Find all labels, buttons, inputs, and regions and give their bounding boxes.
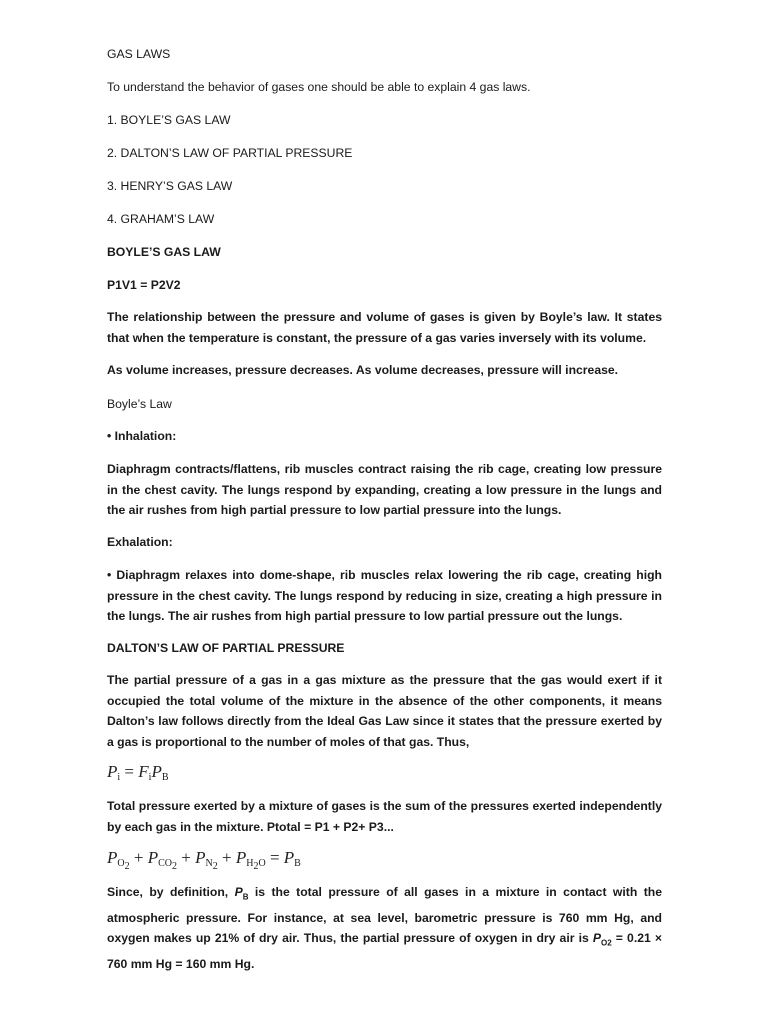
- inhalation-label: • Inhalation:: [107, 429, 177, 443]
- exhalation-label: Exhalation:: [107, 535, 173, 549]
- dalton-paragraph: The partial pressure of a gas in a gas mixture as the pressure that the gas would exert if it occupied the total volume of the mixture in the absence of the other components, it means Dalton’s law follows directly from the Ideal Gas Law since it states that the pressure exerted by a gas is proportional to the number of moles of that gas. Thus,: [107, 673, 662, 749]
- list-item: 3. HENRY’S GAS LAW: [107, 179, 233, 193]
- boyle-paragraph-2: As volume increases, pressure decreases. As volume decreases, pressure will increase.: [107, 363, 619, 377]
- list-item: 1. BOYLE’S GAS LAW: [107, 113, 231, 127]
- intro-text: To understand the behavior of gases one should be able to explain 4 gas laws.: [107, 80, 531, 94]
- inhalation-paragraph: Diaphragm contracts/flattens, rib muscles contract raising the rib cage, creating low pressure in the chest cavity. The lungs respond by expanding, creating a low pressure in the lungs and the air rushes from high partial pressure to low partial pressure into the lungs.: [107, 462, 662, 517]
- exhalation-paragraph: • Diaphragm relaxes into dome-shape, rib muscles relax lowering the rib cage, creating high pressure in the chest cavity. The lungs respond by reducing in size, creating a high pressure in the lungs. The air rushes from high partial pressure to low partial pressure out the lungs.: [107, 568, 662, 623]
- list-item: 4. GRAHAM’S LAW: [107, 212, 215, 226]
- boyle-heading: BOYLE’S GAS LAW: [107, 245, 221, 259]
- boyle-formula: P1V1 = P2V2: [107, 278, 181, 292]
- list-item: 2. DALTON’S LAW OF PARTIAL PRESSURE: [107, 146, 353, 160]
- doc-title: GAS LAWS: [107, 47, 171, 61]
- dalton-heading: DALTON’S LAW OF PARTIAL PRESSURE: [107, 641, 345, 655]
- dalton-paragraph-2: Total pressure exerted by a mixture of gases is the sum of the pressures exerted independently by each gas in the mixture. Ptotal = P1 + P2+ P3...: [107, 799, 662, 834]
- total-pressure-formula: $P_{O_2} + P_{CO_2} + P_{N_2} + P_{H_2O} = P_B$: [107, 848, 301, 872]
- partial-pressure-formula: $P_i = F_iP_B$: [107, 762, 169, 783]
- since-paragraph: Since, by definition, $P_B$ is the total pressure of all gases in a mixture in contact with the atmospheric pressure. For instance, at sea level, barometric pressure is 760 mm Hg, and oxygen makes up 21% of dry air. Thus, the partial pressure of oxygen in dry air is $P_{O2} = 0.21 \times 760$ mm Hg = 160 mm Hg.: [107, 885, 662, 972]
- boyle-paragraph: The relationship between the pressure and volume of gases is given by Boyle’s law. It states that when the temperature is constant, the pressure of a gas varies inversely with its volume.: [107, 310, 662, 345]
- boyle-subheading: Boyle’s Law: [107, 397, 172, 411]
